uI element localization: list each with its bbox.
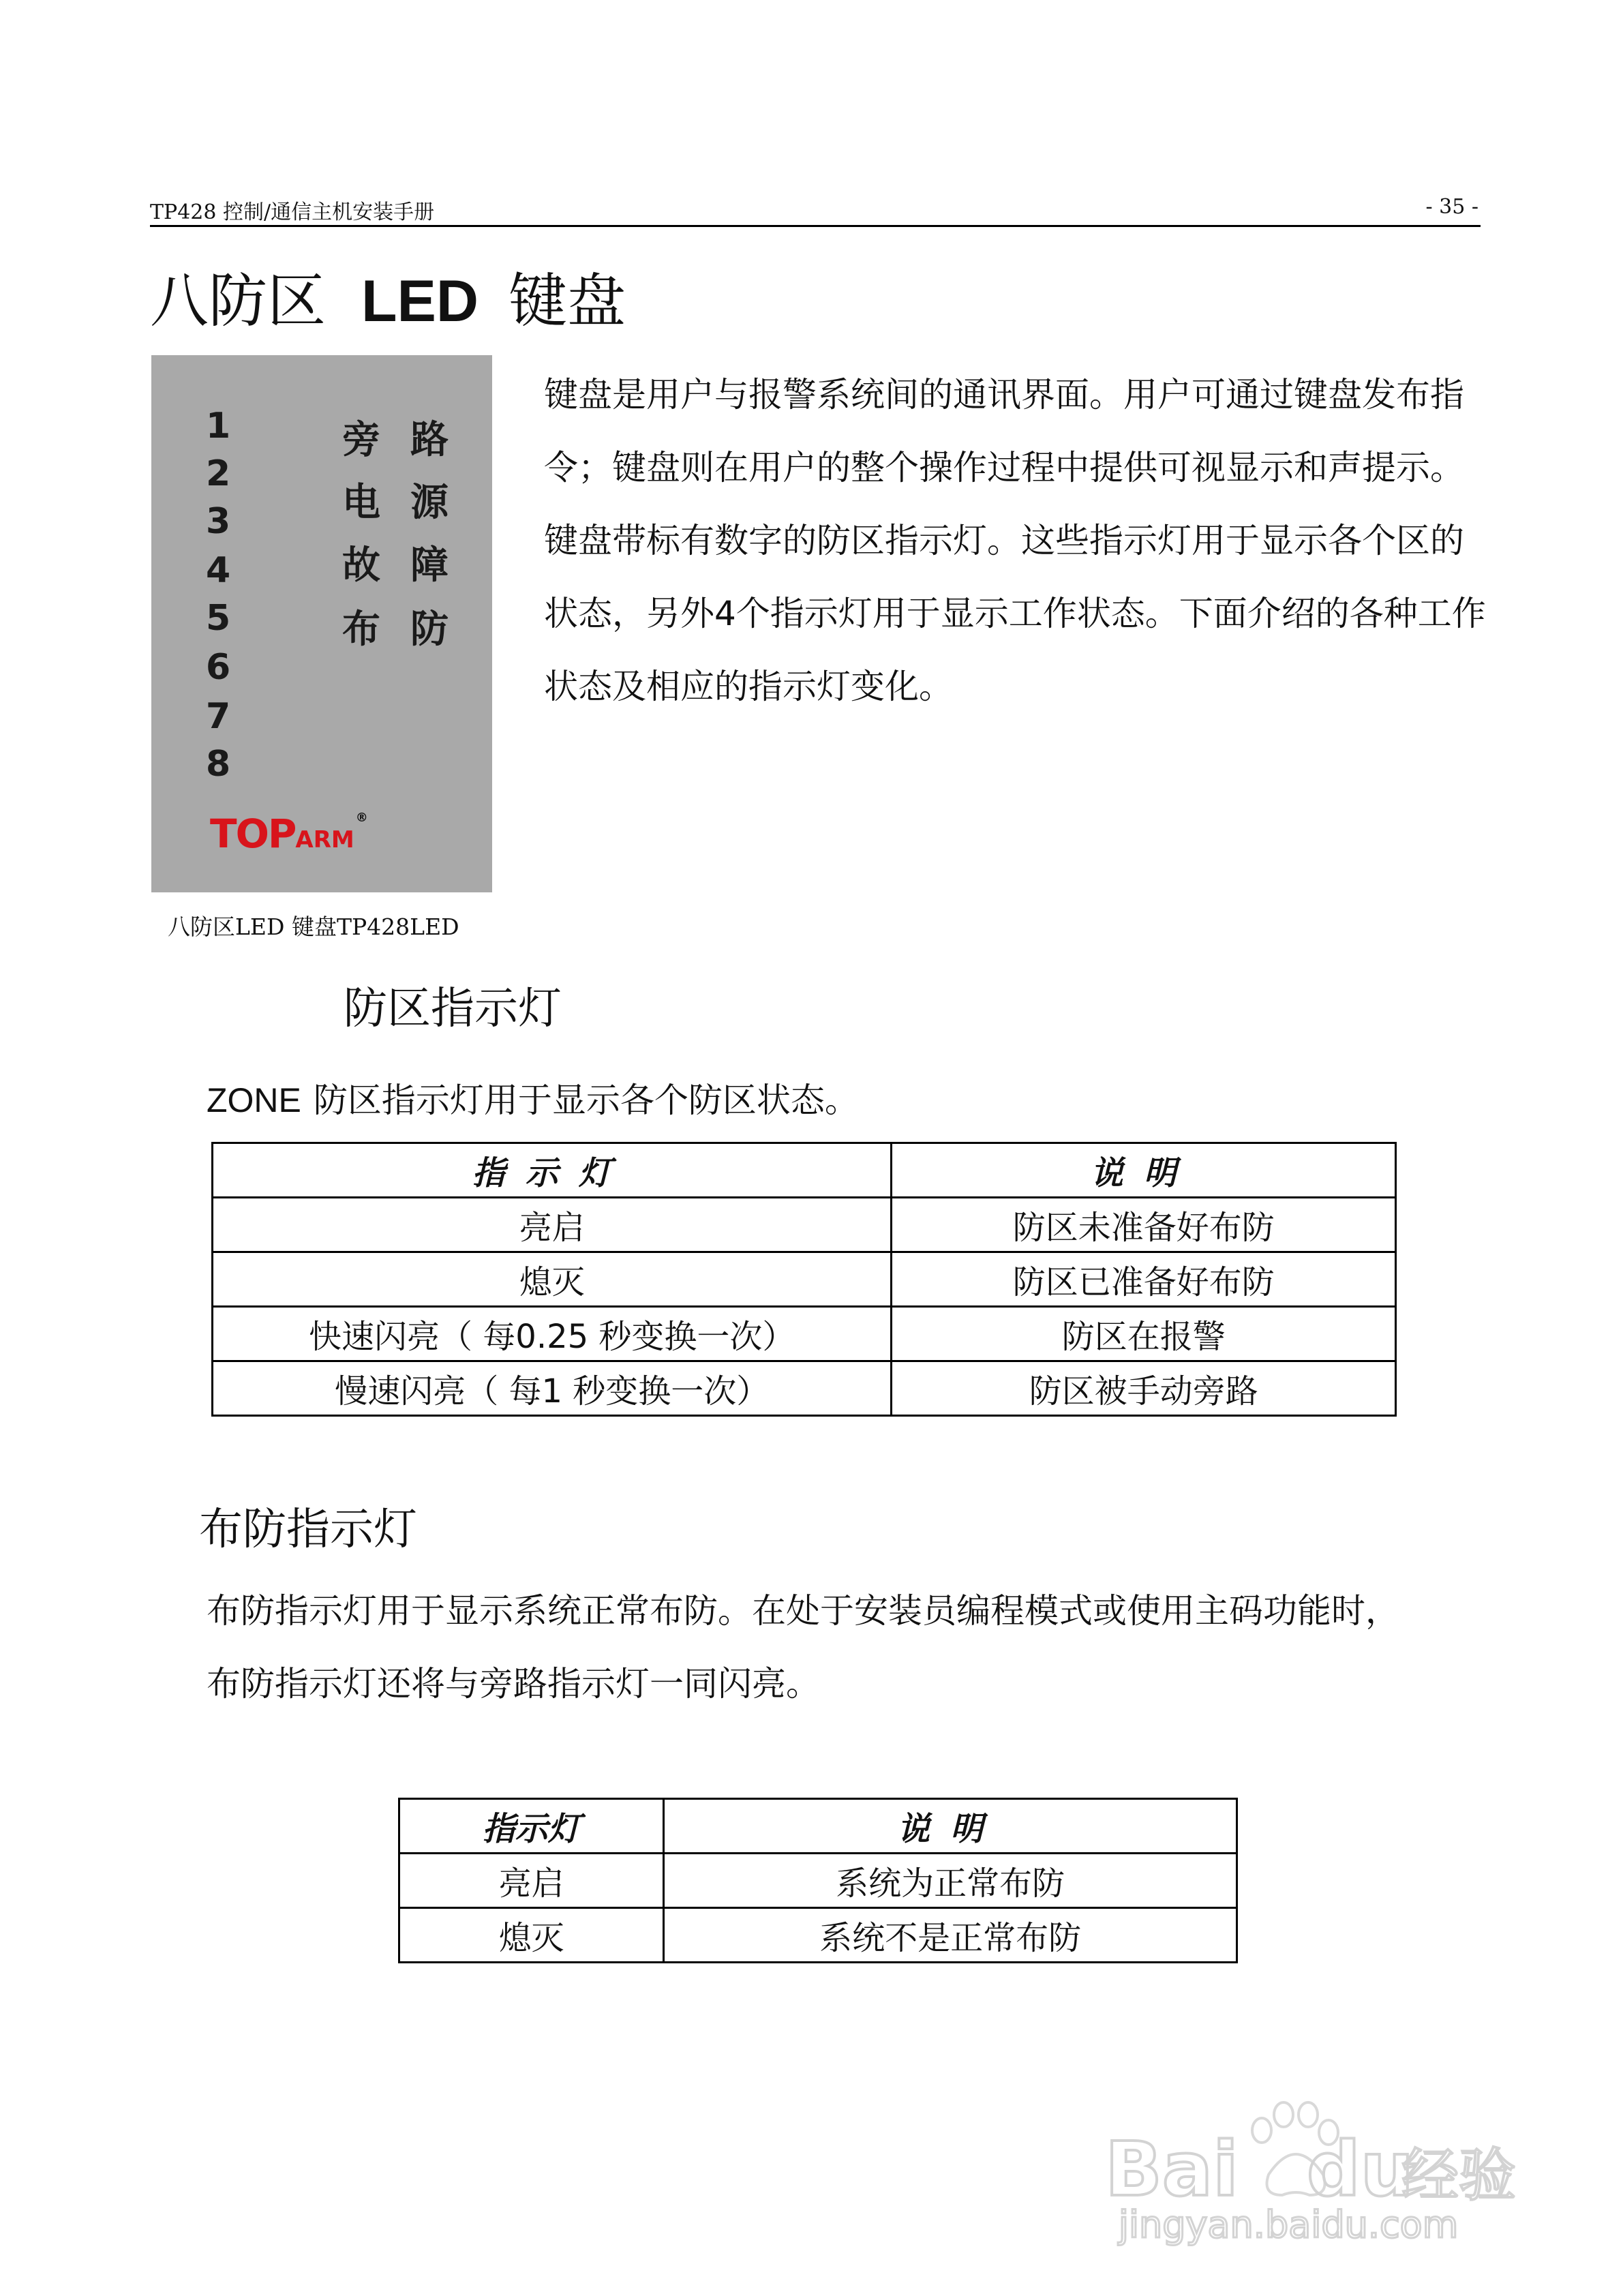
arm-table xyxy=(398,1798,1238,1963)
table-cell: 系统为正常布防 xyxy=(664,1854,1237,1908)
intro-paragraph-2: 键盘带标有数字的防区指示灯。这些指示灯用于显示各个区的状态，另外4个指示灯用于显示工作状态。下面介绍的各种工作状态及相应的指示灯变化。 xyxy=(544,521,1486,706)
zone-number-6: 6 xyxy=(206,647,231,688)
logo-reg: ® xyxy=(355,811,367,825)
table-row xyxy=(213,1252,1396,1307)
header-rule xyxy=(150,225,1481,227)
watermark-cn: 经验 xyxy=(1401,2142,1517,2209)
table-cell: 熄灭 xyxy=(213,1252,892,1307)
zone-table xyxy=(211,1142,1397,1417)
zone-desc-text: 防区指示灯用于显示各个防区状态。 xyxy=(313,1081,859,1120)
table-row xyxy=(399,1854,1237,1908)
logo-main: TOP xyxy=(210,811,296,857)
zone-number-5: 5 xyxy=(206,598,231,639)
table-cell: 亮启 xyxy=(399,1854,664,1908)
table-row xyxy=(213,1307,1396,1361)
arm-heading: 布防指示灯 xyxy=(199,1505,417,1555)
intro-text xyxy=(544,359,1491,723)
title-part3: 键盘 xyxy=(509,267,626,335)
table-row xyxy=(399,1908,1237,1963)
zone-number-7: 7 xyxy=(206,696,231,737)
zone-number-8: 8 xyxy=(206,744,231,785)
table-cell: 防区已准备好布防 xyxy=(892,1252,1396,1307)
header-title: TP428 控制/通信主机安装手册 xyxy=(150,200,435,224)
table-header-row xyxy=(399,1799,1237,1854)
baidu-watermark xyxy=(1105,2079,1528,2250)
zone-number-4: 4 xyxy=(206,550,231,591)
table-row xyxy=(213,1361,1396,1416)
title-part1: 八防区 xyxy=(150,267,326,335)
intro-paragraph-1: 键盘是用户与报警系统间的通讯界面。用户可通过键盘发布指令；键盘则在用户的整个操作过程中提供可视显示和声提示。 xyxy=(544,375,1464,487)
logo-sub: ARM xyxy=(295,826,354,854)
table-row xyxy=(213,1198,1396,1252)
title-part2: LED xyxy=(361,269,479,334)
table-cell: 慢速闪亮（ 每1 秒变换一次） xyxy=(213,1361,892,1416)
col-header-indicator: 指示灯 xyxy=(399,1799,664,1854)
watermark-brand2: du xyxy=(1307,2126,1414,2213)
col-header-description: 说明 xyxy=(664,1799,1237,1854)
table-cell: 防区被手动旁路 xyxy=(892,1361,1396,1416)
page-number: - 35 - xyxy=(1425,195,1478,219)
status-bypass: 旁路 xyxy=(342,418,479,462)
toparm-logo xyxy=(210,811,367,857)
watermark-brand: Bai xyxy=(1105,2126,1239,2213)
col-header-indicator: 指示灯 xyxy=(213,1143,892,1198)
status-power: 电源 xyxy=(342,481,479,525)
zone-heading: 防区指示灯 xyxy=(344,984,562,1034)
image-caption: 八防区LED 键盘TP428LED xyxy=(168,913,459,940)
arm-description xyxy=(207,1575,1502,1721)
status-armed: 布防 xyxy=(342,607,479,652)
col-header-description: 说明 xyxy=(892,1143,1396,1198)
table-cell: 防区在报警 xyxy=(892,1307,1396,1361)
keypad-image xyxy=(151,355,492,892)
zone-description xyxy=(207,1073,859,1122)
arm-paragraph-1: 布防指示灯用于显示系统正常布防。在处于安装员编程模式或使用主码功能时， xyxy=(207,1591,1399,1631)
table-cell: 快速闪亮（ 每0.25 秒变换一次） xyxy=(213,1307,892,1361)
table-cell: 亮启 xyxy=(213,1198,892,1252)
table-cell: 熄灭 xyxy=(399,1908,664,1963)
page-title xyxy=(150,254,626,338)
status-fault: 故障 xyxy=(342,543,479,588)
table-cell: 系统不是正常布防 xyxy=(664,1908,1237,1963)
zone-number-2: 2 xyxy=(206,453,231,494)
zone-prefix: ZONE xyxy=(207,1081,301,1119)
zone-number-3: 3 xyxy=(206,501,231,542)
watermark-url: jingyan.baidu.com xyxy=(1119,2203,1459,2246)
table-header-row xyxy=(213,1143,1396,1198)
table-cell: 防区未准备好布防 xyxy=(892,1198,1396,1252)
arm-paragraph-2: 布防指示灯还将与旁路指示灯一同闪亮。 xyxy=(207,1664,820,1704)
zone-number-1: 1 xyxy=(206,406,231,447)
